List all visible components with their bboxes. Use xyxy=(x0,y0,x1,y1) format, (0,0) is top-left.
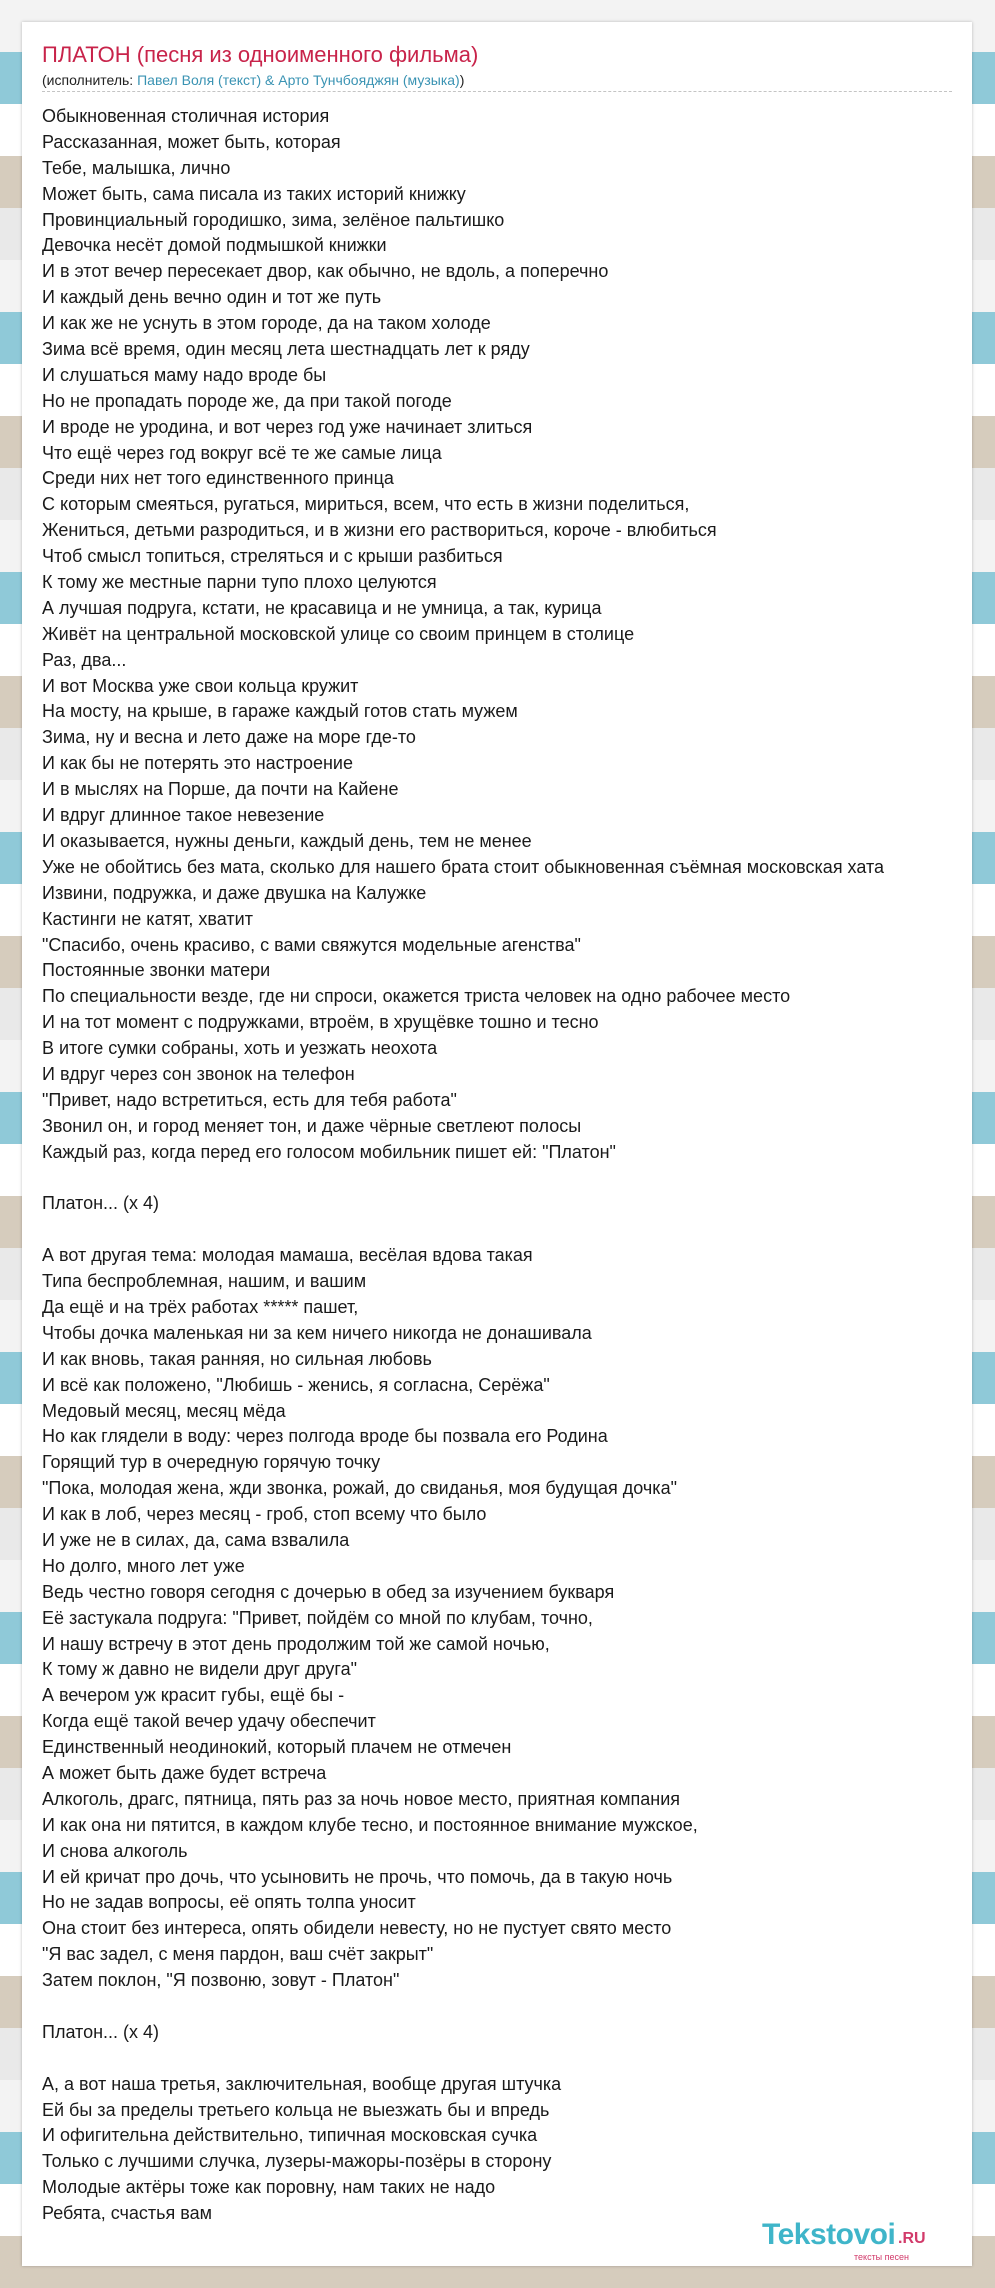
lyrics-line: И как вновь, такая ранняя, но сильная любовь xyxy=(42,1348,432,1369)
lyrics-line: Рассказанная, может быть, которая xyxy=(42,131,341,152)
lyrics-line: И как бы не потерять это настроение xyxy=(42,753,353,774)
lyrics-line: А может быть даже будет встреча xyxy=(42,1763,327,1783)
logo-tagline: тексты песен xyxy=(854,2252,910,2262)
lyrics-line: И в этот вечер пересекает двор, как обычно, не вдоль, а поперечно xyxy=(42,261,609,282)
lyrics-line: С которым смеяться, ругаться, мириться, всем, что есть в жизни поделиться, xyxy=(42,494,690,515)
lyrics-line: И слушаться маму надо вроде бы xyxy=(42,364,327,385)
lyrics-line: И как в лоб, через месяц - гроб, стоп всему что было xyxy=(42,1504,487,1525)
lyrics-line: "Спасибо, очень красиво, с вами свяжутся модельные агенства" xyxy=(42,934,581,955)
lyrics-line: Алкоголь, драгс, пятница, пять раз за ночь новое место, приятная компания xyxy=(42,1788,681,1809)
lyrics-line: А вечером уж красит губы, ещё бы - xyxy=(42,1685,345,1706)
lyrics-line: "Я вас задел, с меня пардон, ваш счёт закрыт" xyxy=(42,1944,434,1965)
lyrics-line: И всё как положено, "Любишь - женись, я согласна, Серёжа" xyxy=(42,1374,550,1395)
logo-name: Tekstovoi xyxy=(762,2218,896,2251)
lyrics-line: Извини, подружка, и даже двушка на Калужке xyxy=(42,882,427,903)
lyrics-line: И офигительна действительно, типичная московская сучка xyxy=(42,2125,538,2146)
lyrics-line: Зима всё время, один месяц лета шестнадцать лет к ряду xyxy=(42,339,530,360)
lyrics-text xyxy=(42,104,972,2227)
lyrics-line: Но не пропадать породе же, да при такой погоде xyxy=(42,390,452,411)
lyrics-card xyxy=(22,22,972,2266)
lyrics-line: И вдруг через сон звонок на телефон xyxy=(42,1063,355,1084)
lyrics-line: Кастинги не катят, хватит xyxy=(42,908,253,929)
lyrics-line: Только с лучшими случка, лузеры-мажоры-позёры в сторону xyxy=(42,2151,552,2172)
lyrics-line: Чтоб смысл топиться, стреляться и с крыши разбиться xyxy=(42,546,503,567)
lyrics-line: Платон... (х 4) xyxy=(42,2021,160,2042)
performers-suffix: ) xyxy=(459,72,465,88)
lyrics-blank-line xyxy=(42,2046,972,2072)
lyrics-line: А лучшая подруга, кстати, не красавица и не умница, а так, курица xyxy=(42,597,602,618)
lyrics-line: Звонил он, и город меняет тон, и даже чёрные светлеют полосы xyxy=(42,1115,582,1136)
performers-line xyxy=(42,72,952,92)
lyrics-line: Может быть, сама писала из таких историй книжку xyxy=(42,183,466,204)
lyrics-line: Но как глядели в воду: через полгода вроде бы позвала его Родина xyxy=(42,1426,608,1447)
lyrics-line: И уже не в силах, да, сама взвалила xyxy=(42,1529,350,1550)
lyrics-line: Да ещё и на трёх работах ***** пашет, xyxy=(42,1296,359,1317)
lyrics-line: И как же не уснуть в этом городе, да на таком холоде xyxy=(42,313,491,334)
lyrics-line: А, а вот наша третья, заключительная, вообще другая штучка xyxy=(42,2073,562,2094)
lyrics-line: Горящий тур в очередную горячую точку xyxy=(42,1452,381,1473)
lyrics-line: И вдруг длинное такое невезение xyxy=(42,805,325,826)
lyrics-line: И оказывается, нужны деньги, каждый день, тем не менее xyxy=(42,830,532,851)
lyrics-line: Но не задав вопросы, её опять толпа уносит xyxy=(42,1892,416,1913)
performers-link[interactable]: Павел Воля (текст) & Арто Тунчбояджян (музыка) xyxy=(137,72,460,88)
lyrics-line: Тебе, малышка, лично xyxy=(42,157,231,178)
lyrics-line: Зима, ну и весна и лето даже на море где-то xyxy=(42,727,416,748)
lyrics-line: Ведь честно говоря сегодня с дочерью в обед за изучением букваря xyxy=(42,1581,615,1602)
lyrics-line: Что ещё через год вокруг всё те же самые лица xyxy=(42,442,442,463)
lyrics-line: Ребята, счастья вам xyxy=(42,2203,213,2224)
lyrics-blank-line xyxy=(42,1166,972,1192)
lyrics-line: Обыкновенная столичная история xyxy=(42,106,330,126)
lyrics-line: Единственный неодинокий, который плачем не отмечен xyxy=(42,1737,512,1758)
lyrics-line: И в мыслях на Порше, да почти на Кайене xyxy=(42,779,399,800)
lyrics-line: В итоге сумки собраны, хоть и уезжать неохота xyxy=(42,1038,438,1059)
lyrics-line: Когда ещё такой вечер удачу обеспечит xyxy=(42,1711,376,1732)
lyrics-line: Жениться, детьми разродиться, и в жизни его раствориться, короче - влюбиться xyxy=(42,520,717,541)
song-title: ПЛАТОН (песня из одноименного фильма) xyxy=(42,42,479,67)
lyrics-line: А вот другая тема: молодая мамаша, весёлая вдова такая xyxy=(42,1245,533,1266)
lyrics-line: Чтобы дочка маленькая ни за кем ничего никогда не донашивала xyxy=(42,1322,592,1343)
lyrics-line: По специальности везде, где ни спроси, окажется триста человек на одно рабочее место xyxy=(42,986,791,1007)
lyrics-line: Живёт на центральной московской улице со своим принцем в столице xyxy=(42,623,635,644)
lyrics-line: Постоянные звонки матери xyxy=(42,960,271,981)
lyrics-line: "Пока, молодая жена, жди звонка, рожай, до свиданья, моя будущая дочка" xyxy=(42,1478,677,1499)
lyrics-line: Она стоит без интереса, опять обидели невесту, но не пустует свято место xyxy=(42,1918,672,1939)
lyrics-line: И каждый день вечно один и тот же путь xyxy=(42,287,382,308)
lyrics-line: И снова алкоголь xyxy=(42,1840,188,1861)
lyrics-line: Затем поклон, "Я позвоню, зовут - Платон" xyxy=(42,1970,400,1991)
logo-suffix: .RU xyxy=(898,2230,926,2247)
lyrics-blank-line xyxy=(42,1994,972,2020)
lyrics-line: Медовый месяц, месяц мёда xyxy=(42,1400,286,1421)
lyrics-line: И вроде не уродина, и вот через год уже начинает злиться xyxy=(42,416,533,437)
lyrics-line: К тому ж давно не видели друг друга" xyxy=(42,1659,357,1680)
lyrics-line: И нашу встречу в этот день продолжим той же самой ночью, xyxy=(42,1633,550,1654)
lyrics-line: Каждый раз, когда перед его голосом мобильник пишет ей: "Платон" xyxy=(42,1141,616,1162)
lyrics-line: Уже не обойтись без мата, сколько для нашего брата стоит обыкновенная съёмная московская хата xyxy=(42,856,885,877)
lyrics-line: Платон... (х 4) xyxy=(42,1193,160,1214)
lyrics-line: "Привет, надо встретиться, есть для тебя работа" xyxy=(42,1089,457,1110)
lyrics-line: К тому же местные парни тупо плохо целуются xyxy=(42,572,437,593)
lyrics-line: Девочка несёт домой подмышкой книжки xyxy=(42,235,387,256)
lyrics-line: Типа беспроблемная, нашим, и вашим xyxy=(42,1271,367,1292)
lyrics-line: И на тот момент с подружками, втроём, в хрущёвке тошно и тесно xyxy=(42,1012,599,1033)
lyrics-line: Раз, два... xyxy=(42,649,127,670)
lyrics-line: И ей кричат про дочь, что усыновить не прочь, что помочь, да в такую ночь xyxy=(42,1866,673,1887)
lyrics-line: Но долго, много лет уже xyxy=(42,1555,245,1576)
lyrics-line: Среди них нет того единственного принца xyxy=(42,468,394,489)
lyrics-line: Молодые актёры тоже как поровну, нам таких не надо xyxy=(42,2177,496,2198)
lyrics-line: На мосту, на крыше, в гараже каждый готов стать мужем xyxy=(42,701,518,722)
lyrics-line: И как она ни пятится, в каждом клубе тесно, и постоянное внимание мужское, xyxy=(42,1814,698,1835)
site-logo[interactable] xyxy=(762,2218,932,2262)
lyrics-line: Её застукала подруга: "Привет, пойдём со мной по клубам, точно, xyxy=(42,1607,593,1628)
lyrics-line: Ей бы за пределы третьего кольца не выезжать бы и впредь xyxy=(42,2099,550,2120)
lyrics-line: И вот Москва уже свои кольца кружит xyxy=(42,675,359,696)
performers-prefix: (исполнитель: xyxy=(42,72,138,88)
lyrics-line: Провинциальный городишко, зима, зелёное пальтишко xyxy=(42,209,505,230)
lyrics-blank-line xyxy=(42,1217,972,1243)
